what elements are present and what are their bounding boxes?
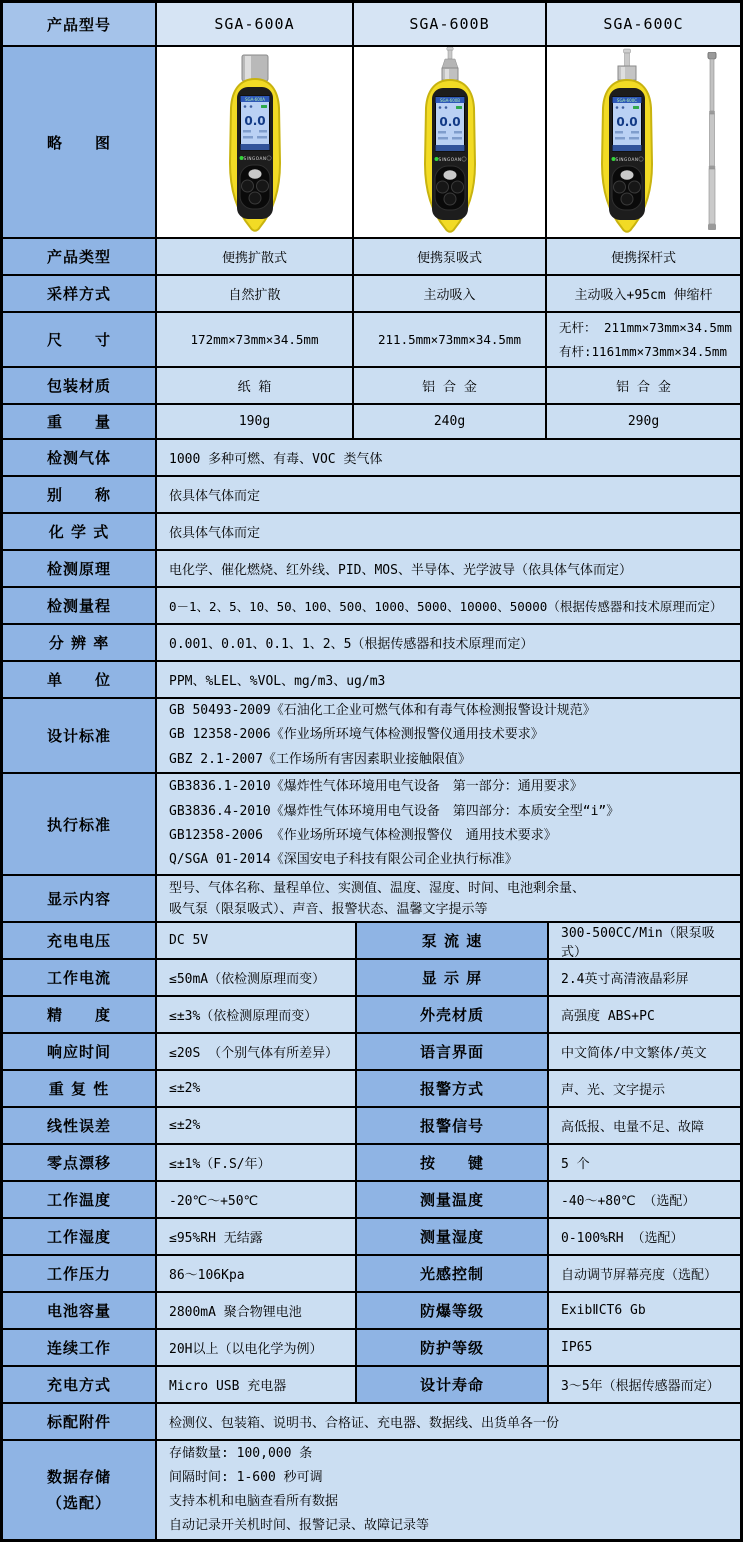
- brand-text: SINGOAN: [438, 157, 461, 162]
- paired-spec-section: [3, 923, 740, 1402]
- light-control-value: 自动调节屏幕亮度（选配）: [549, 1256, 740, 1291]
- header-label: 产品型号: [3, 3, 155, 45]
- pump-flow-value: 300-500CC/Min（限泵吸式）: [549, 923, 740, 958]
- probe-rod: [624, 53, 629, 66]
- explosion-proof-value: ExibⅡCT6 Gb: [549, 1293, 740, 1328]
- sampling-a: 自然扩散: [157, 276, 352, 311]
- data-storage-line: 存储数量: 100,000 条: [169, 1445, 313, 1461]
- telescopic-rod-image: [703, 52, 721, 232]
- zero-drift-value: ≤±1%（F.S/年）: [157, 1145, 355, 1180]
- continuous-work-value: 20H以上（以电化学为例）: [157, 1330, 355, 1365]
- product-image-cell-a: [157, 47, 352, 237]
- row-label-accessories: 标配附件: [3, 1404, 155, 1439]
- accessories-value: 检测仪、包装箱、说明书、合格证、充电器、数据线、出货单各一份: [157, 1404, 740, 1439]
- accuracy-value: ≤±3%（依检测原理而变）: [157, 997, 355, 1032]
- repeatability-value: ≤±2%: [157, 1071, 355, 1106]
- display-content-line: 吸气泵（限泵吸式）、声音、报警状态、温馨文字提示等: [169, 901, 488, 917]
- screen-reading: 0.0: [243, 114, 266, 128]
- detection-principle-value: 电化学、催化燃烧、红外线、PID、MOS、半导体、光学波导（依具体气体而定）: [157, 551, 740, 586]
- measure-temperature-value: -40～+80℃ （选配）: [549, 1182, 740, 1217]
- row-label-charging-voltage: 充电电压: [3, 923, 155, 958]
- display-screen-value: 2.4英寸高清液晶彩屏: [549, 960, 740, 995]
- dimensions-a: 172mm×73mm×34.5mm: [157, 313, 352, 366]
- row-label-pump-flow: 泵 流 速: [357, 923, 547, 958]
- row-label-display-screen: 显 示 屏: [357, 960, 547, 995]
- row-label-dimensions: 尺 寸: [3, 313, 155, 366]
- working-current-value: ≤50mA（依检测原理而变）: [157, 960, 355, 995]
- sampling-c: 主动吸入+95cm 伸缩杆: [547, 276, 740, 311]
- row-label-working-current: 工作电流: [3, 960, 155, 995]
- row-label-weight: 重 量: [3, 405, 155, 438]
- product-type-b: 便携泵吸式: [354, 239, 545, 274]
- row-label-alias: 别 称: [3, 477, 155, 512]
- row-label-response-time: 响应时间: [3, 1034, 155, 1069]
- gas-detector-image-a: [195, 49, 315, 235]
- execution-standards-value: [157, 774, 740, 874]
- data-storage-label-line2: （选配）: [46, 1494, 111, 1512]
- general-spec-section: [3, 440, 740, 921]
- row-label-packaging: 包装材质: [3, 368, 155, 403]
- row-label-alarm-signal: 报警信号: [357, 1108, 547, 1143]
- measuring-range-value: 0－1、2、5、10、50、100、500、1000、5000、10000、50000（根据传感器和技术原理而定）: [157, 588, 740, 623]
- design-standard-line: GB 12358-2006《作业场所环境气体检测报警仪通用技术要求》: [169, 727, 544, 743]
- row-label-charging-method: 充电方式: [3, 1367, 155, 1402]
- alias-value: 依具体气体而定: [157, 477, 740, 512]
- gas-detector-image-b: [390, 47, 510, 237]
- dimensions-c-no-rod: 无杆： 211mm×73mm×34.5mm: [559, 319, 732, 335]
- row-label-resolution: 分 辨 率: [3, 625, 155, 660]
- battery-capacity-value: 2800mA 聚合物锂电池: [157, 1293, 355, 1328]
- working-pressure-value: 86～106Kpa: [157, 1256, 355, 1291]
- shell-material-value: 高强度 ABS+PC: [549, 997, 740, 1032]
- working-humidity-value: ≤95%RH 无结露: [157, 1219, 355, 1254]
- data-storage-line: 支持本机和电脑查看所有数据: [169, 1494, 339, 1509]
- row-label-execution-standards: 执行标准: [3, 774, 155, 874]
- response-time-value: ≤20S （个别气体有所差异）: [157, 1034, 355, 1069]
- header-model-b: SGA-600B: [354, 3, 545, 45]
- weight-a: 190g: [157, 405, 352, 438]
- probe-rod: [448, 50, 452, 59]
- row-label-measure-temperature: 测量温度: [357, 1182, 547, 1217]
- data-storage-value: [157, 1441, 740, 1539]
- packaging-a: 纸 箱: [157, 368, 352, 403]
- execution-standard-line: GB3836.4-2010《爆炸性气体环境用电气设备 第四部分：本质安全型“i”》: [169, 803, 620, 819]
- dimensions-c: [547, 313, 740, 366]
- row-label-working-pressure: 工作压力: [3, 1256, 155, 1291]
- row-label-repeatability: 重 复 性: [3, 1071, 155, 1106]
- sensor-cap: [442, 68, 458, 80]
- execution-standard-line: GB3836.1-2010《爆炸性气体环境用电气设备 第一部分：通用要求》: [169, 779, 583, 795]
- protection-grade-value: IP65: [549, 1330, 740, 1365]
- design-life-value: 3～5年（根据传感器而定）: [549, 1367, 740, 1402]
- data-storage-line: 自动记录开关机时间、报警记录、故障记录等: [169, 1518, 430, 1534]
- row-label-measure-humidity: 测量湿度: [357, 1219, 547, 1254]
- charging-voltage-value: DC 5V: [157, 923, 355, 958]
- product-image-cell-b: [354, 47, 545, 237]
- resolution-value: 0.001、0.01、0.1、1、2、5（根据传感器和技术原理而定）: [157, 625, 740, 660]
- units-value: PPM、%LEL、%VOL、mg/m3、ug/m3: [157, 662, 740, 697]
- screen-title: SGA-600B: [439, 97, 460, 103]
- row-label-alarm-mode: 报警方式: [357, 1071, 547, 1106]
- header-model-c: SGA-600C: [547, 3, 740, 45]
- row-label-chemical-formula: 化 学 式: [3, 514, 155, 549]
- row-label-units: 单 位: [3, 662, 155, 697]
- probe-tip: [623, 49, 630, 53]
- row-label-measuring-range: 检测量程: [3, 588, 155, 623]
- buttons-value: 5 个: [549, 1145, 740, 1180]
- row-label-design-standards: 设计标准: [3, 699, 155, 772]
- working-temperature-value: -20℃～+50℃: [157, 1182, 355, 1217]
- alarm-mode-value: 声、光、文字提示: [549, 1071, 740, 1106]
- screen-title: SGA-600C: [616, 97, 637, 103]
- row-label-shell-material: 外壳材质: [357, 997, 547, 1032]
- data-storage-label-line1: 数据存储: [46, 1468, 111, 1486]
- dimensions-b: 211.5mm×73mm×34.5mm: [354, 313, 545, 366]
- row-label-accuracy: 精 度: [3, 997, 155, 1032]
- design-standard-line: GBZ 2.1-2007《工作场所有害因素职业接触限值》: [169, 751, 471, 767]
- row-label-design-life: 设计寿命: [357, 1367, 547, 1402]
- row-label-light-control: 光感控制: [357, 1256, 547, 1291]
- packaging-b: 铝 合 金: [354, 368, 545, 403]
- row-label-zero-drift: 零点漂移: [3, 1145, 155, 1180]
- brand-text: SINGOAN: [243, 156, 266, 161]
- language-value: 中文简体/中文繁体/英文: [549, 1034, 740, 1069]
- screen-reading: 0.0: [615, 115, 638, 129]
- row-label-linearity-error: 线性误差: [3, 1108, 155, 1143]
- footer-spec-section: [3, 1404, 740, 1539]
- row-label-data-storage: [3, 1441, 155, 1539]
- detected-gas-value: 1000 多种可燃、有毒、VOC 类气体: [157, 440, 740, 475]
- execution-standard-line: GB12358-2006 《作业场所环境气体检测报警仪 通用技术要求》: [169, 828, 557, 843]
- dimensions-c-with-rod: 有杆:1161mm×73mm×34.5mm: [559, 343, 727, 359]
- display-content-value: [157, 876, 740, 921]
- screen-reading: 0.0: [438, 115, 461, 129]
- alarm-signal-value: 高低报、电量不足、故障: [549, 1108, 740, 1143]
- weight-c: 290g: [547, 405, 740, 438]
- product-image-cell-c: [547, 47, 740, 237]
- design-standards-value: [157, 699, 740, 772]
- screen-title: SGA-600A: [244, 96, 265, 102]
- design-standard-line: GB 50493-2009《石油化工企业可燃气体和有毒气体检测报警设计规范》: [169, 702, 596, 718]
- brand-text: SINGOAN: [615, 157, 638, 162]
- row-label-sampling: 采样方式: [3, 276, 155, 311]
- row-label-buttons: 按 键: [357, 1145, 547, 1180]
- sensor-cap: [618, 66, 636, 80]
- measure-humidity-value: 0-100%RH （选配）: [549, 1219, 740, 1254]
- charging-method-value: Micro USB 充电器: [157, 1367, 355, 1402]
- execution-standard-line: Q/SGA 01-2014《深国安电子科技有限公司企业执行标准》: [169, 852, 518, 868]
- sampling-b: 主动吸入: [354, 276, 545, 311]
- row-label-language: 语言界面: [357, 1034, 547, 1069]
- weight-b: 240g: [354, 405, 545, 438]
- row-label-product-type: 产品类型: [3, 239, 155, 274]
- row-label-working-temperature: 工作温度: [3, 1182, 155, 1217]
- model-comparison-section: [3, 3, 740, 438]
- display-content-line: 型号、气体名称、量程单位、实测值、温度、湿度、时间、电池剩余量、: [169, 880, 586, 896]
- row-label-detected-gas: 检测气体: [3, 440, 155, 475]
- row-label-explosion-proof: 防爆等级: [357, 1293, 547, 1328]
- row-label-continuous-work: 连续工作: [3, 1330, 155, 1365]
- linearity-error-value: ≤±2%: [157, 1108, 355, 1143]
- product-type-a: 便携扩散式: [157, 239, 352, 274]
- chemical-formula-value: 依具体气体而定: [157, 514, 740, 549]
- row-label-protection-grade: 防护等级: [357, 1330, 547, 1365]
- row-label-working-humidity: 工作湿度: [3, 1219, 155, 1254]
- header-model-a: SGA-600A: [157, 3, 352, 45]
- row-label-sketch: 略 图: [3, 47, 155, 237]
- gas-detector-image-c: [567, 47, 687, 237]
- packaging-c: 铝 合 金: [547, 368, 740, 403]
- row-label-display-content: 显示内容: [3, 876, 155, 921]
- product-type-c: 便携探杆式: [547, 239, 740, 274]
- row-label-detection-principle: 检测原理: [3, 551, 155, 586]
- data-storage-line: 间隔时间: 1-600 秒可调: [169, 1469, 323, 1485]
- row-label-battery-capacity: 电池容量: [3, 1293, 155, 1328]
